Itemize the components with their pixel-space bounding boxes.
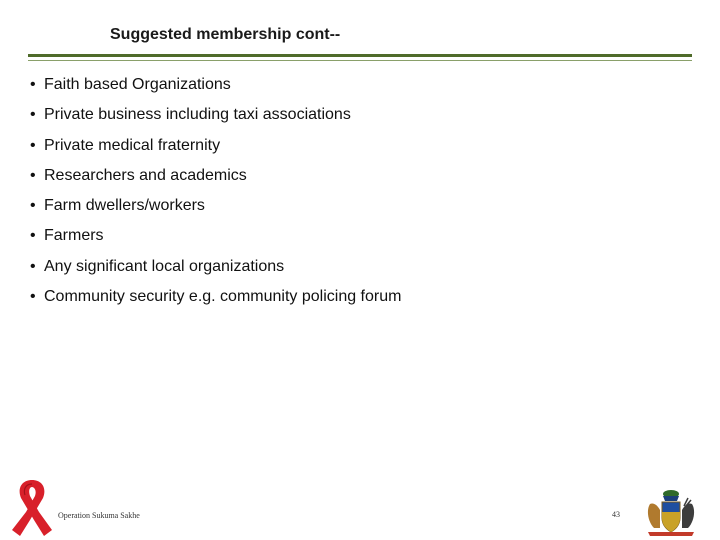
bullet-glyph: • [30, 257, 36, 275]
page-number: 43 [612, 510, 620, 519]
footer-text: Operation Sukuma Sakhe [58, 511, 140, 520]
bullet-item [30, 100, 401, 130]
coat-of-arms-icon [642, 488, 700, 538]
bullet-list [30, 70, 401, 312]
bullet-glyph: • [30, 197, 36, 215]
bullet-glyph: • [30, 227, 36, 245]
bullet-text: Community security e.g. community policing forum [44, 288, 402, 306]
bullet-glyph: • [30, 76, 36, 93]
bullet-text: Farm dwellers/workers [44, 197, 205, 215]
title-divider-thin [28, 60, 692, 61]
bullet-text: Any significant local organizations [44, 257, 285, 275]
bullet-text: Faith based Organizations [44, 76, 231, 93]
bullet-item [30, 252, 401, 282]
bullet-item [30, 161, 401, 191]
bullet-text: Researchers and academics [44, 166, 247, 184]
red-ribbon-icon [4, 474, 60, 540]
bullet-item [30, 131, 401, 161]
bullet-glyph: • [30, 288, 36, 306]
bullet-item [30, 70, 401, 100]
bullet-glyph: • [30, 136, 36, 154]
bullet-item [30, 282, 401, 312]
bullet-text: Farmers [44, 227, 104, 245]
bullet-glyph: • [30, 166, 36, 184]
bullet-glyph: • [30, 106, 36, 124]
bullet-text: Private business including taxi associations [44, 106, 351, 124]
bullet-text: Private medical fraternity [44, 136, 221, 154]
bullet-item [30, 221, 401, 251]
slide-title: Suggested membership cont-- [110, 26, 341, 43]
title-divider [28, 54, 692, 57]
bullet-item [30, 191, 401, 221]
